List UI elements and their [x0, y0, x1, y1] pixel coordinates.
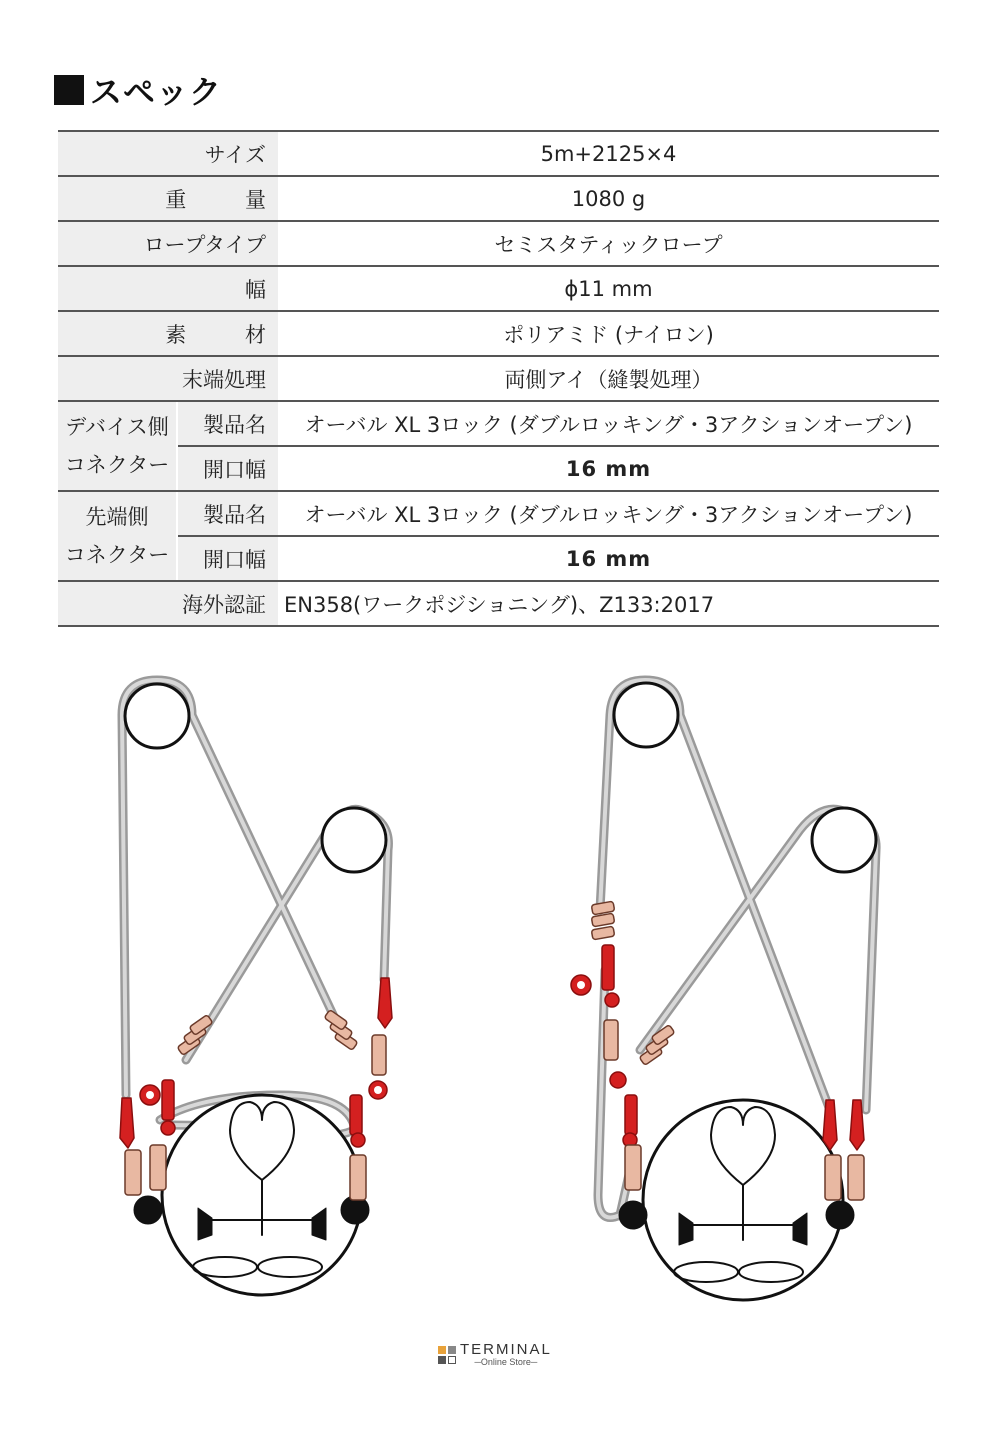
- spec-label: 海外認証: [58, 582, 278, 625]
- spec-row-width: [58, 267, 939, 312]
- pulley-icon: [614, 683, 678, 747]
- spec-label: 重 量: [58, 177, 278, 220]
- spec-value: ϕ11 mm: [564, 276, 653, 301]
- left-rigging-illustration: [120, 680, 392, 1295]
- spec-label: 幅: [58, 267, 278, 310]
- brand-logo: [438, 1343, 552, 1367]
- spec-value: 1080 g: [571, 186, 646, 211]
- pulley-icon: [125, 684, 189, 748]
- logo-mark-icon: [438, 1346, 456, 1364]
- spec-row-certification: [58, 582, 939, 627]
- group-label: デバイス側 コネクター: [58, 402, 178, 490]
- spec-table: [58, 130, 939, 627]
- spec-row-device-opening: [178, 445, 939, 490]
- spec-group-tip-connector: [58, 492, 939, 582]
- spec-row-tip-product: [178, 492, 939, 535]
- spec-value: オーバル XL 3ロック (ダブルロッキング・3アクションオープン): [304, 412, 913, 437]
- right-rigging-illustration: [571, 680, 876, 1300]
- spec-label: 末端処理: [58, 357, 278, 400]
- spec-label: サイズ: [58, 132, 278, 175]
- spec-row-end-treatment: [58, 357, 939, 402]
- spec-row-tip-opening: [178, 535, 939, 580]
- spec-value: 5m+2125×4: [540, 141, 677, 166]
- usage-diagram: [0, 640, 1000, 1320]
- spec-value: ポリアミド (ナイロン): [503, 322, 714, 347]
- spec-row-weight: [58, 177, 939, 222]
- spec-value: 16 mm: [565, 546, 652, 571]
- spec-label: 製品名: [178, 402, 278, 445]
- group-label: 先端側 コネクター: [58, 492, 178, 580]
- spec-row-size: [58, 132, 939, 177]
- pulley-icon: [812, 808, 876, 872]
- spec-value: EN358(ワークポジショニング)、Z133:2017: [284, 592, 715, 617]
- heading-square-marker: [54, 75, 84, 105]
- spec-label: 開口幅: [178, 537, 278, 580]
- logo-brand-text: TERMINAL: [460, 1341, 552, 1358]
- spec-row-device-product: [178, 402, 939, 445]
- section-heading: [54, 66, 222, 114]
- spec-label: 開口幅: [178, 447, 278, 490]
- spec-value: オーバル XL 3ロック (ダブルロッキング・3アクションオープン): [304, 502, 913, 527]
- spec-value: 16 mm: [565, 456, 652, 481]
- spec-label: 素 材: [58, 312, 278, 355]
- spec-group-device-connector: [58, 402, 939, 492]
- spec-value: 両側アイ（縫製処理）: [504, 367, 713, 392]
- spec-row-material: [58, 312, 939, 357]
- spec-row-rope-type: [58, 222, 939, 267]
- heading-title: スペック: [90, 73, 223, 111]
- spec-label: ロープタイプ: [58, 222, 278, 265]
- pulley-icon: [322, 808, 386, 872]
- spec-value: セミスタティックロープ: [494, 232, 723, 257]
- spec-label: 製品名: [178, 492, 278, 535]
- logo-sub-text: ─Online Store─: [474, 1357, 538, 1367]
